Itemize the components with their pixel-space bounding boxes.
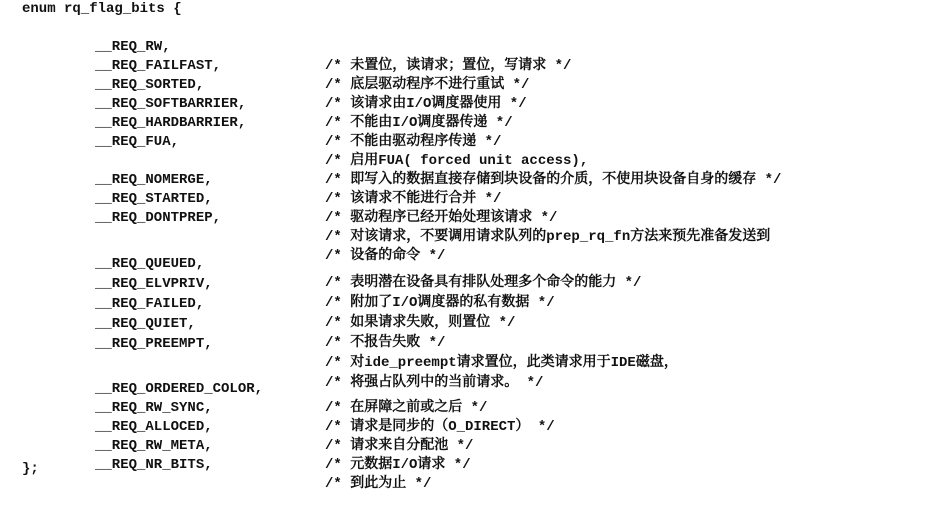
enum-member-name: __REQ_SORTED, [95,77,205,93]
enum-member-comment: /* 底层驱动程序不进行重试 */ [325,77,530,93]
enum-member-comment: /* 如果请求失败，则置位 */ [325,315,516,331]
enum-member-name: __REQ_PREEMPT, [95,336,213,352]
enum-member-name: __REQ_RW_SYNC, [95,400,213,416]
enum-member-name: __REQ_SOFTBARRIER, [95,96,247,112]
enum-member-name: __REQ_DONTPREP, [95,210,222,226]
enum-member-comment: /* 到此为止 */ [325,476,432,492]
enum-member-name: __REQ_FAILED, [95,296,205,312]
enum-member-name: __REQ_QUEUED, [95,256,205,272]
enum-member-comment: /* 表明潜在设备具有排队处理多个命令的能力 */ [325,275,642,291]
enum-member-name: __REQ_QUIET, [95,316,196,332]
enum-member-name: __REQ_NR_BITS, [95,457,213,473]
enum-member-name: __REQ_ALLOCED, [95,419,213,435]
enum-member-comment: /* 附加了I/O调度器的私有数据 */ [325,295,555,311]
enum-member-name: __REQ_FAILFAST, [95,58,222,74]
enum-member-comment: /* 对该请求，不要调用请求队列的prep_rq_fn方法来预先准备发送到 [325,229,771,245]
enum-member-comment: /* 对ide_preempt请求置位，此类请求用于IDE磁盘， [325,355,678,371]
enum-member-comment: /* 不能由驱动程序传递 */ [325,134,502,150]
enum-member-name: __REQ_ORDERED_COLOR, [95,381,264,397]
enum-member-name: __REQ_RW, [95,39,171,55]
enum-member-comment: /* 不能由I/O调度器传递 */ [325,115,513,131]
enum-member-name: __REQ_STARTED, [95,191,213,207]
enum-member-name: __REQ_FUA, [95,134,180,150]
enum-member-name: __REQ_ELVPRIV, [95,276,213,292]
enum-member-name: __REQ_HARDBARRIER, [95,115,247,131]
enum-member-comment: /* 请求来自分配池 */ [325,438,474,454]
enum-member-name: __REQ_NOMERGE, [95,172,213,188]
enum-member-comment: /* 在屏障之前或之后 */ [325,400,488,416]
enum-member-comment: /* 未置位，读请求；置位，写请求 */ [325,58,572,74]
enum-member-comment: /* 将强占队列中的当前请求。 */ [325,375,544,391]
enum-member-comment: /* 驱动程序已经开始处理该请求 */ [325,210,558,226]
enum-declaration: enum rq_flag_bits { [22,1,182,17]
enum-member-comment: /* 设备的命令 */ [325,248,446,264]
enum-member-comment: /* 即写入的数据直接存储到块设备的介质，不使用块设备自身的缓存 */ [325,172,782,188]
enum-member-comment: /* 不报告失败 */ [325,335,446,351]
enum-member-comment: /* 请求是同步的（O_DIRECT） */ [325,419,555,435]
enum-member-comment: /* 该请求不能进行合并 */ [325,191,502,207]
enum-member-comment: /* 该请求由I/O调度器使用 */ [325,96,527,112]
enum-closing-brace: }; [22,461,39,477]
enum-member-name: __REQ_RW_META, [95,438,213,454]
enum-member-comment: /* 元数据I/O请求 */ [325,457,471,473]
enum-member-comment: /* 启用FUA( forced unit access), [325,153,589,169]
